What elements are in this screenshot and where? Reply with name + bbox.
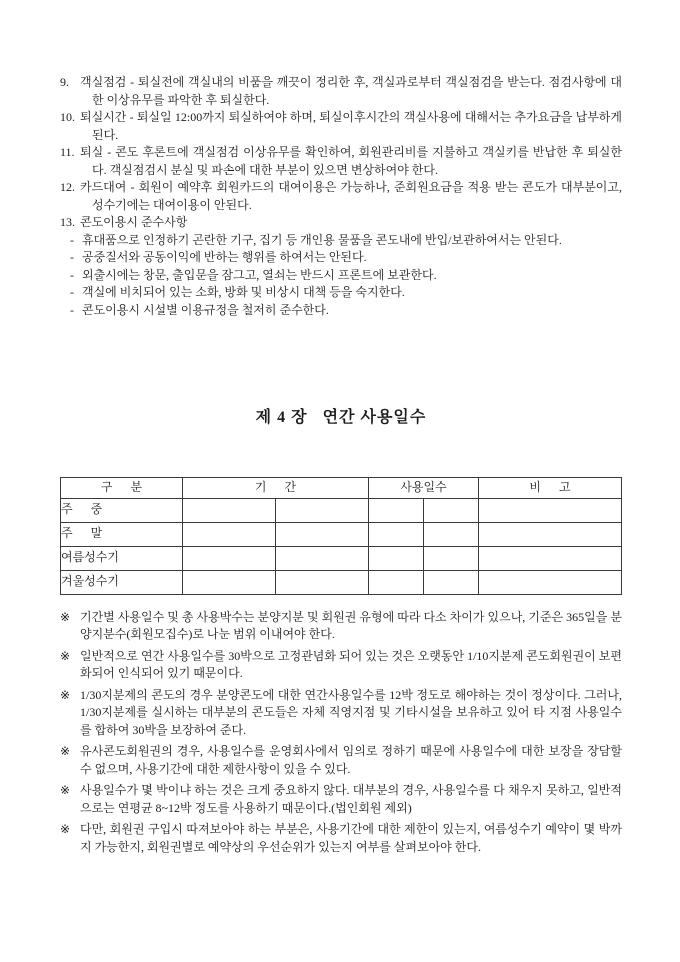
- empty-cell: [479, 570, 622, 594]
- row-label: 주 말: [61, 522, 183, 546]
- empty-cell: [276, 522, 369, 546]
- rule-13-sub-items: [60, 232, 622, 320]
- reference-mark: ※: [60, 822, 71, 836]
- chapter-title: 제 4 장 연간 사용일수: [255, 409, 427, 426]
- note-text: 1/30지분제의 콘도의 경우 분양콘도에 대한 연간사용일수를 12박 정도로 해야하는 것이 정상이다. 그러나, 1/30지분제를 실시하는 대부분의 콘도들은 자체 직영지점 및 기타시설을 보유하고 있어 타 지점 사용일수를 합하여 30박을 보장하여 준다.: [80, 687, 622, 737]
- note-text: 다만, 회원권 구입시 따져보아야 하는 부분은, 사용기간에 대한 제한이 있는지, 여름성수기 예약이 몇 박까지 가능한지, 회원권별로 예약상의 우선순위가 있는지 여부를 살펴보아야 한다.: [80, 822, 622, 854]
- empty-cell: [183, 546, 276, 570]
- note-text: 기간별 사용일수 및 총 사용박수는 분양지분 및 회원권 유형에 따라 다소 차이가 있으나, 기준은 365일을 분양지분수(회원모집수)로 나눈 범위 이내여야 한다.: [80, 609, 622, 641]
- table-header-category: 구 분: [61, 477, 183, 498]
- sub-rule-item: [70, 284, 622, 302]
- sub-rule-text: 외출시에는 창문, 출입문을 잠그고, 열쇠는 반드시 프론트에 보관한다.: [82, 267, 437, 282]
- row-label: 여름성수기: [61, 546, 183, 570]
- empty-cell: [369, 498, 424, 522]
- empty-cell: [479, 546, 622, 570]
- rules-list: [60, 74, 622, 319]
- reference-mark: ※: [60, 609, 71, 624]
- empty-cell: [369, 522, 424, 546]
- row-label: 겨울성수기: [61, 570, 183, 594]
- reference-mark: ※: [60, 687, 71, 702]
- dash-bullet: -: [70, 250, 74, 264]
- rule-item-11: [60, 144, 622, 179]
- usage-days-table: [60, 477, 622, 595]
- sub-rule-item: [70, 249, 622, 267]
- empty-cell: [424, 522, 479, 546]
- note-item: [60, 821, 622, 856]
- rule-item-12: [60, 179, 622, 214]
- empty-cell: [183, 570, 276, 594]
- table-row-summer-peak: [61, 546, 622, 570]
- reference-mark: ※: [60, 744, 71, 758]
- note-text: 유사콘도회원권의 경우, 사용일수를 운영회사에서 임의로 정하기 때문에 사용일수에 대한 보장을 장담할 수 없으며, 사용기간에 대한 제한사항이 있을 수 있다.: [80, 744, 622, 776]
- empty-cell: [424, 570, 479, 594]
- sub-rule-item: [70, 302, 622, 320]
- notes-list: [60, 609, 622, 857]
- rule-text: 퇴실시간 - 퇴실일 12:00까지 퇴실하여야 하며, 퇴실이후시간의 객실사용에 대해서는 추가요금을 납부하게 된다.: [80, 110, 622, 142]
- note-text: 사용일수가 몇 박이냐 하는 것은 크게 중요하지 않다. 대부분의 경우, 사용일수를 다 채우지 못하고, 일반적으로는 연평균 8~12박 정도를 사용하기 때문이다.(법인회원 제외): [80, 783, 622, 815]
- note-item: [60, 743, 622, 778]
- sub-rule-item: [70, 267, 622, 285]
- rule-item-13: [60, 214, 622, 232]
- sub-rule-text: 휴대품으로 인정하기 곤란한 기구, 집기 등 개인용 물품을 콘도내에 반입/보관하여서는 안된다.: [82, 232, 562, 247]
- table-row-winter-peak: [61, 570, 622, 594]
- note-item: [60, 687, 622, 740]
- rule-number: 13.: [60, 215, 75, 229]
- sub-rule-text: 콘도이용시 시설별 이용규정을 철저히 준수한다.: [82, 302, 329, 317]
- table-header-remarks: 비 고: [479, 477, 622, 498]
- note-item: [60, 648, 622, 683]
- empty-cell: [369, 570, 424, 594]
- dash-bullet: -: [70, 232, 74, 247]
- empty-cell: [183, 522, 276, 546]
- row-label: 주 중: [61, 498, 183, 522]
- rule-item-9: [60, 74, 622, 109]
- reference-mark: ※: [60, 783, 71, 797]
- rule-text: 객실점검 - 퇴실전에 객실내의 비품을 깨끗이 정리한 후, 객실과로부터 객실점검을 받는다. 점검사항에 대한 이상유무를 파악한 후 퇴실한다.: [80, 75, 622, 107]
- rule-text: 퇴실 - 콘도 후론트에 객실점검 이상유무를 확인하여, 회원관리비를 지불하고 객실키를 반납한 후 퇴실한다. 객실점검시 분실 및 파손에 대한 부분이 있으면 변상하여야 한다.: [80, 145, 622, 177]
- rule-number: 12.: [60, 180, 75, 194]
- note-item: [60, 782, 622, 817]
- empty-cell: [479, 522, 622, 546]
- sub-rule-item: [70, 232, 622, 250]
- table-row-weekday: [61, 498, 622, 522]
- rule-text: 콘도이용시 준수사항: [80, 215, 188, 229]
- empty-cell: [424, 498, 479, 522]
- dash-bullet: -: [70, 285, 74, 299]
- note-text: 일반적으로 연간 사용일수를 30박으로 고정관념화 되어 있는 것은 오랫동안 1/10지분제 콘도회원권이 보편화되어 인식되어 있기 때문이다.: [80, 648, 622, 680]
- rule-number: 11.: [60, 145, 75, 159]
- table-header-row: [61, 477, 622, 498]
- empty-cell: [424, 546, 479, 570]
- table-header-period: 기 간: [183, 477, 369, 498]
- empty-cell: [369, 546, 424, 570]
- table-row-weekend: [61, 522, 622, 546]
- rule-item-10: [60, 109, 622, 144]
- empty-cell: [276, 498, 369, 522]
- reference-mark: ※: [60, 648, 71, 663]
- empty-cell: [479, 498, 622, 522]
- empty-cell: [276, 570, 369, 594]
- sub-rule-text: 객실에 비치되어 있는 소화, 방화 및 비상시 대책 등을 숙지한다.: [82, 285, 405, 299]
- empty-cell: [276, 546, 369, 570]
- rule-number: 9.: [60, 75, 69, 89]
- dash-bullet: -: [70, 267, 74, 282]
- sub-rule-text: 공중질서와 공동이익에 반하는 행위를 하여서는 안된다.: [82, 250, 367, 264]
- rule-number: 10.: [60, 110, 75, 124]
- empty-cell: [183, 498, 276, 522]
- rule-text: 카드대여 - 회원이 예약후 회원카드의 대여이용은 가능하나, 준회원요금을 적용 받는 콘도가 대부분이고, 성수기에는 대여이용이 안된다.: [80, 180, 622, 212]
- note-item: [60, 609, 622, 644]
- dash-bullet: -: [70, 302, 74, 317]
- table-header-usage-days: 사용일수: [369, 477, 479, 498]
